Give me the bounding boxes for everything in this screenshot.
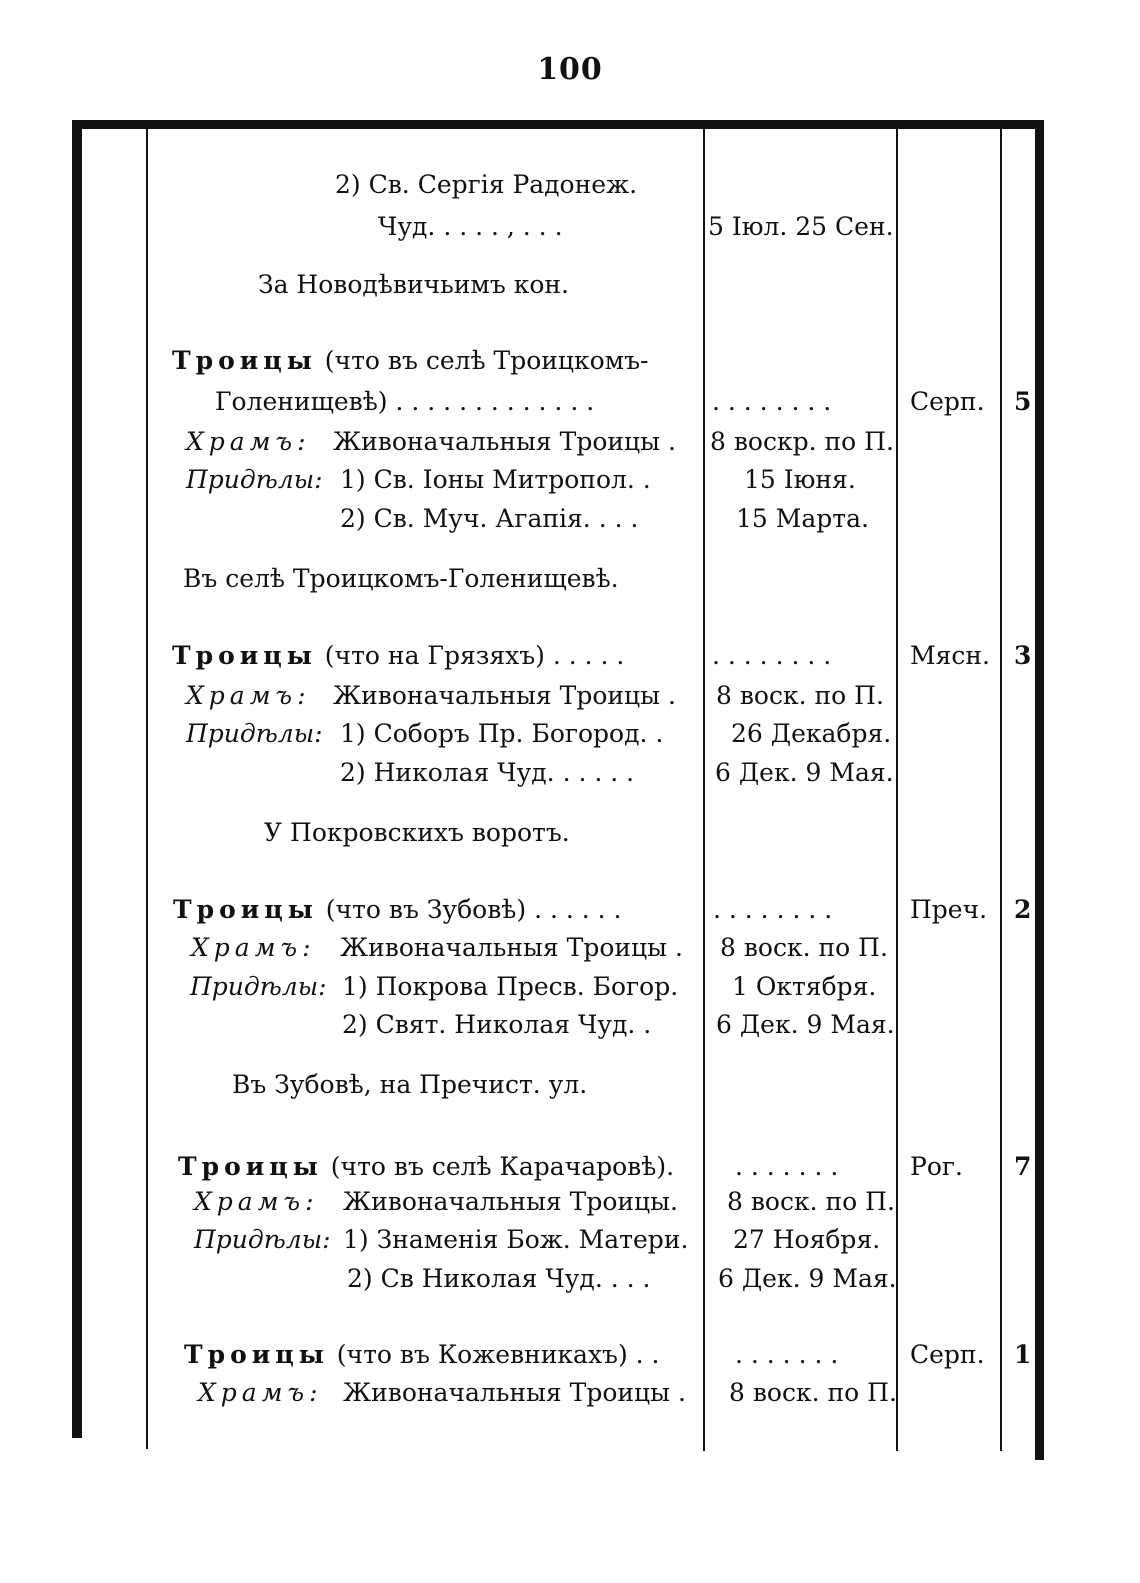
entry-text: Чуд. . . . . , . . .	[378, 212, 563, 241]
feast-date: 15 Марта.	[736, 504, 869, 533]
table-row	[0, 1066, 1140, 1104]
entry-text: Живоначальныя Троицы .	[340, 933, 683, 962]
feast-date: 5 Іюл. 25 Сен.	[708, 212, 894, 241]
table-row	[0, 637, 1140, 675]
entry-text: Живоначальныя Троицы .	[343, 1378, 686, 1407]
row-label: Храмъ:	[191, 933, 316, 962]
feast-date: 8 воск. по П.	[729, 1378, 897, 1407]
table-row	[0, 166, 1140, 204]
feast-date: 27 Ноября.	[733, 1225, 881, 1254]
table-row	[0, 208, 1140, 246]
table-row	[0, 715, 1140, 753]
feast-date: 6 Дек. 9 Мая.	[716, 1010, 895, 1039]
entry-text: Въ селѣ Троицкомъ-Голенищевѣ.	[183, 564, 619, 593]
table-row	[0, 754, 1140, 792]
entry-text: Голенищевѣ) . . . . . . . . . . . . .	[215, 387, 595, 416]
entry-text: 2) Св. Сергія Радонеж.	[335, 170, 638, 199]
table-row	[0, 1221, 1140, 1259]
table-row	[0, 968, 1140, 1006]
entry-text: 1) Покрова Пресв. Богор.	[342, 972, 679, 1001]
row-label: Придѣлы:	[194, 1225, 331, 1254]
table-row	[0, 342, 1140, 380]
table-row	[0, 1006, 1140, 1044]
row-label: Храмъ:	[186, 681, 311, 710]
district: Рог.	[910, 1152, 963, 1181]
district: Серп.	[910, 387, 985, 416]
entry-text: Живоначальныя Троицы .	[333, 427, 676, 456]
feast-date: 8 воск. по П.	[720, 933, 888, 962]
district-number: 1	[1014, 1340, 1032, 1369]
feast-date: 15 Іюня.	[744, 465, 856, 494]
feast-date: . . . . . . .	[735, 1340, 839, 1369]
feast-date: . . . . . . . .	[712, 641, 832, 670]
row-label: Придѣлы:	[190, 972, 327, 1001]
entry-text: 1) Соборъ Пр. Богород. .	[340, 719, 664, 748]
table-row	[0, 677, 1140, 715]
table-row	[0, 814, 1140, 852]
entry-text: 1) Знаменія Бож. Матери.	[343, 1225, 689, 1254]
feast-date: 8 воск. по П.	[727, 1187, 895, 1216]
row-label: Придѣлы:	[186, 719, 323, 748]
district: Преч.	[910, 895, 988, 924]
feast-date: . . . . . . . .	[712, 387, 832, 416]
district-number: 3	[1014, 641, 1032, 670]
table-row	[0, 1374, 1140, 1412]
entry-text: Троицы (что въ селѣ Троицкомъ-	[172, 346, 649, 375]
feast-date: 6 Дек. 9 Мая.	[715, 758, 894, 787]
table-row	[0, 423, 1140, 461]
table-top-rule	[72, 120, 1044, 129]
entry-text: 2) Николая Чуд. . . . . .	[340, 758, 635, 787]
feast-date: 8 воск. по П.	[716, 681, 884, 710]
table-row	[0, 929, 1140, 967]
entry-text: Троицы (что въ Зубовѣ) . . . . . .	[173, 895, 622, 924]
row-label: Храмъ:	[186, 427, 311, 456]
entry-text: Троицы (что въ Кожевникахъ) . .	[184, 1340, 660, 1369]
district: Серп.	[910, 1340, 985, 1369]
district-number: 5	[1014, 387, 1032, 416]
row-label: Придѣлы:	[186, 465, 323, 494]
table-row	[0, 1148, 1140, 1186]
table-row	[0, 1336, 1140, 1374]
entry-text: У Покровскихъ воротъ.	[264, 818, 570, 847]
entry-text: Живоначальныя Троицы .	[333, 681, 676, 710]
feast-date: . . . . . . .	[735, 1152, 839, 1181]
entry-text: Троицы (что въ селѣ Карачаровѣ).	[178, 1152, 675, 1181]
feast-date: 1 Октября.	[732, 972, 877, 1001]
table-row	[0, 461, 1140, 499]
entry-text: 1) Св. Іоны Митропол. .	[340, 465, 651, 494]
entry-text: 2) Св Николая Чуд. . . .	[347, 1264, 651, 1293]
page-number: 100	[537, 52, 603, 87]
district-number: 7	[1014, 1152, 1032, 1181]
feast-date: 26 Декабря.	[731, 719, 892, 748]
entry-text: Живоначальныя Троицы.	[343, 1187, 678, 1216]
table-row	[0, 1260, 1140, 1298]
entry-text: За Новодѣвичьимъ кон.	[258, 270, 569, 299]
district: Мясн.	[910, 641, 990, 670]
table-row	[0, 266, 1140, 304]
table-row	[0, 560, 1140, 598]
entry-text: 2) Св. Муч. Агапія. . . .	[340, 504, 639, 533]
entry-text: Въ Зубовѣ, на Пречист. ул.	[232, 1070, 588, 1099]
row-label: Храмъ:	[198, 1378, 323, 1407]
entry-text: 2) Свят. Николая Чуд. .	[342, 1010, 652, 1039]
table-row	[0, 1183, 1140, 1221]
table-row	[0, 500, 1140, 538]
feast-date: . . . . . . . .	[713, 895, 833, 924]
feast-date: 8 воскр. по П.	[710, 427, 894, 456]
district-number: 2	[1014, 895, 1032, 924]
entry-text: Троицы (что на Грязяхъ) . . . . .	[172, 641, 625, 670]
table-row	[0, 383, 1140, 421]
table-row	[0, 891, 1140, 929]
feast-date: 6 Дек. 9 Мая.	[718, 1264, 897, 1293]
row-label: Храмъ:	[194, 1187, 319, 1216]
